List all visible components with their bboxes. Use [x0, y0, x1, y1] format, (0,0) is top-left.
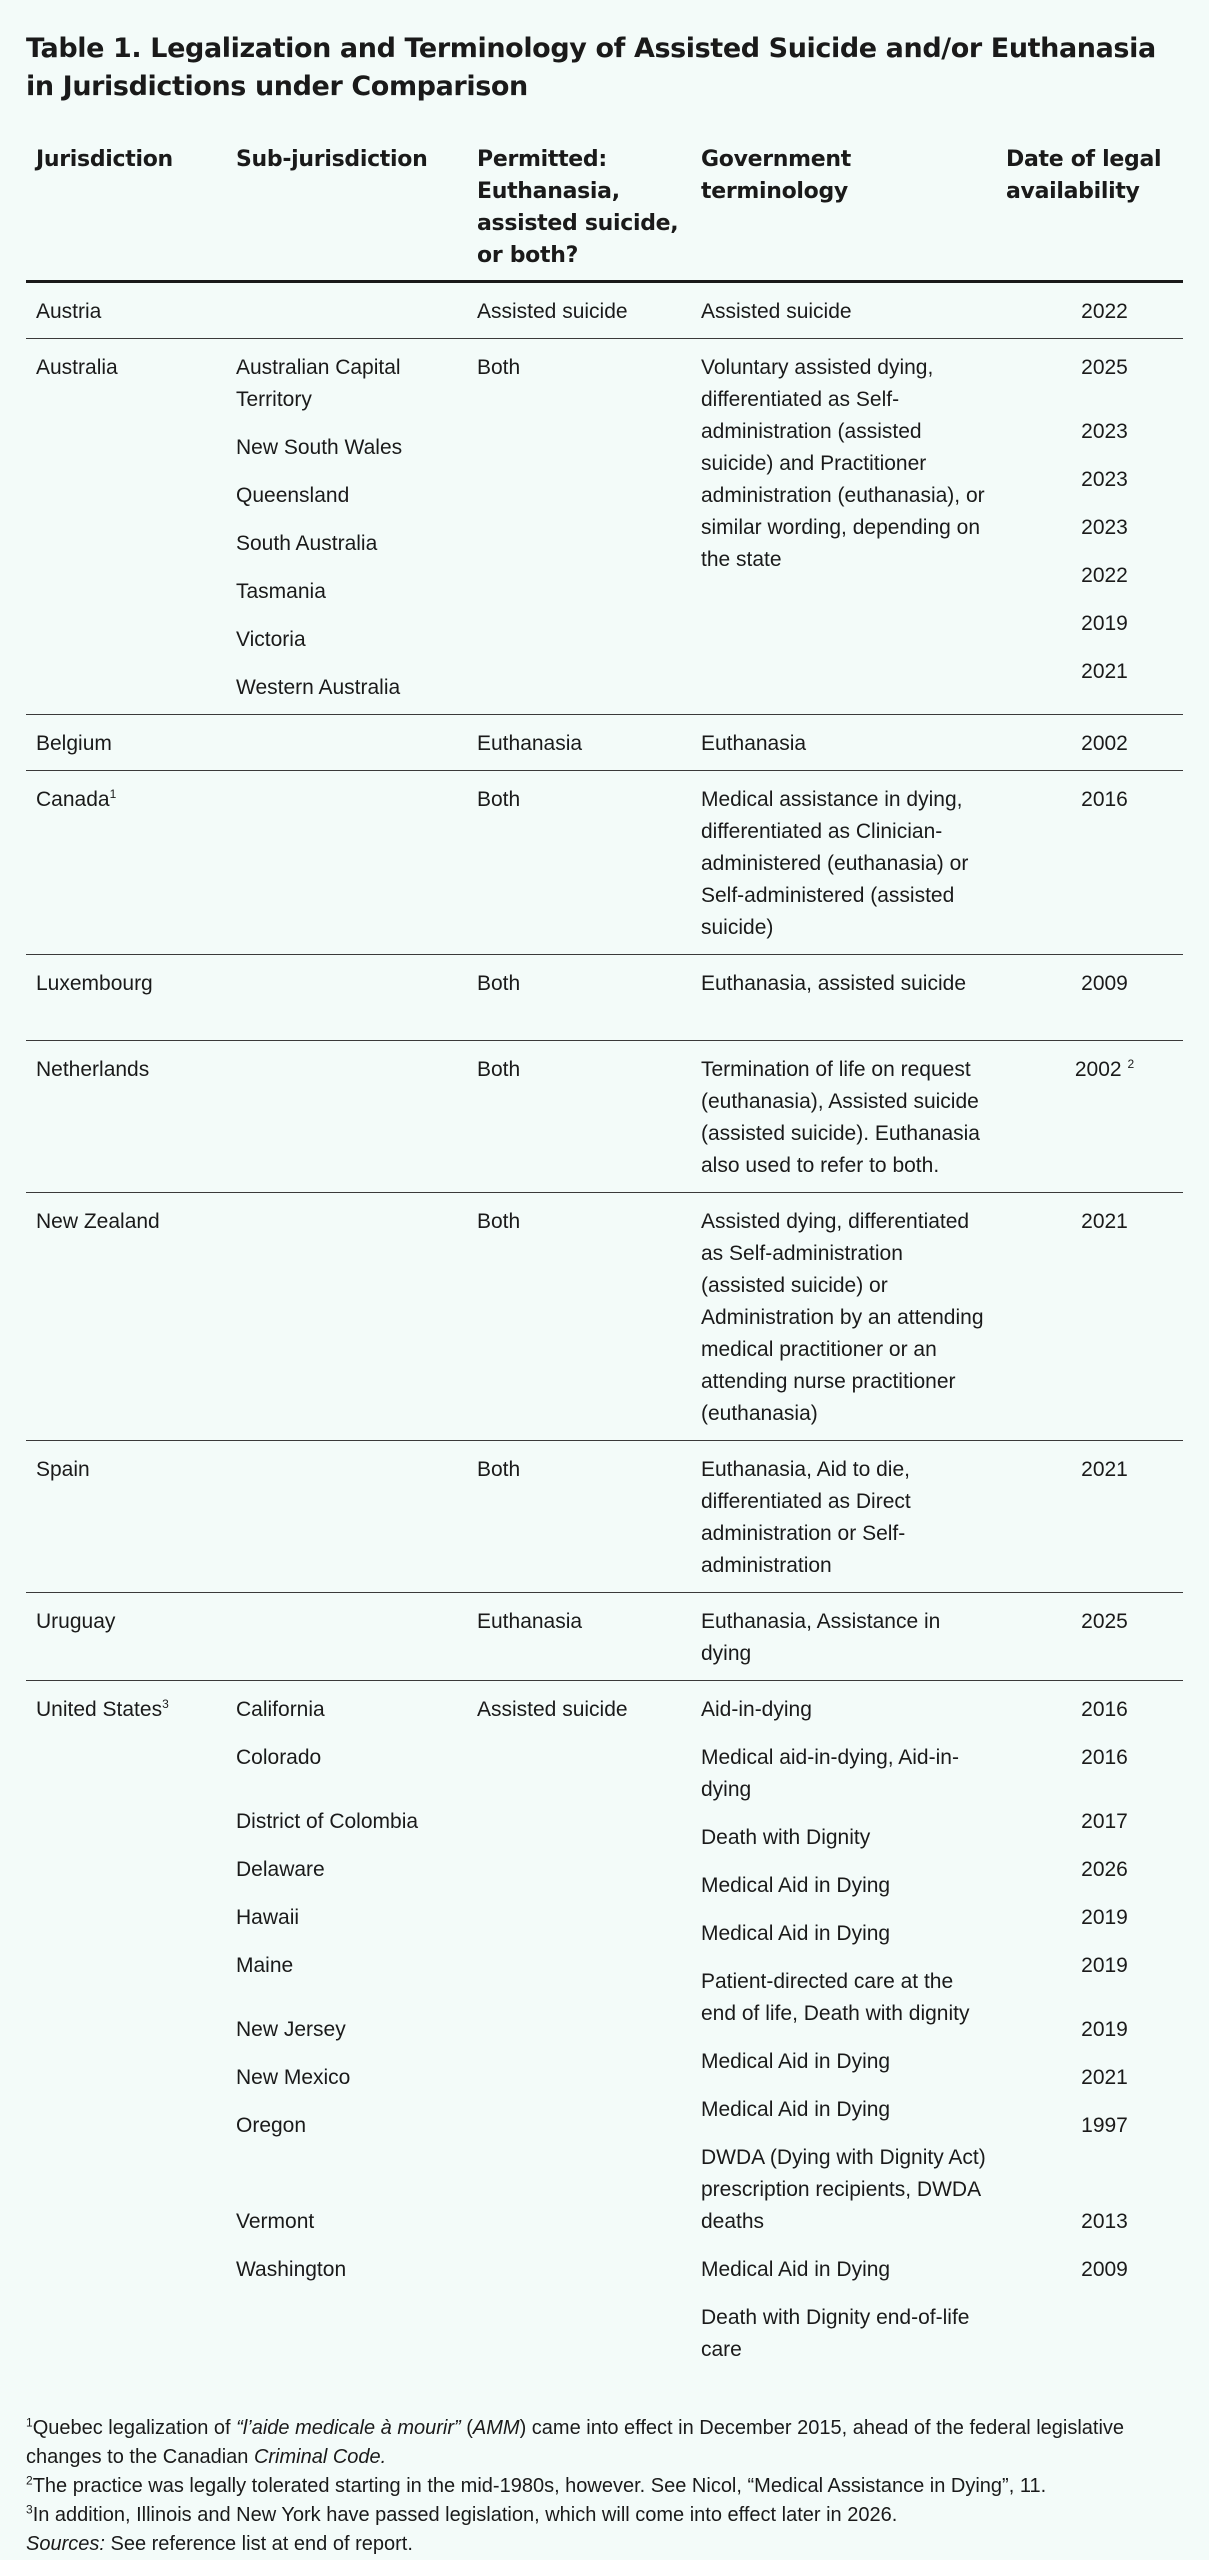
sub-jurisdiction-cell: [226, 784, 467, 944]
footnote-1: [26, 2414, 1183, 2472]
date-cell: [996, 352, 1183, 704]
terminology-item: Medical Aid in Dying: [701, 1874, 891, 1897]
date-cell: 2009: [1081, 972, 1128, 995]
sub-jurisdiction-cell: [226, 1454, 467, 1582]
jurisdiction-cell: [26, 784, 226, 944]
sub-jurisdiction-item: Colorado: [236, 1746, 322, 1769]
jurisdiction-name: United States: [36, 1698, 163, 1721]
jurisdiction-cell: Luxembourg: [36, 972, 153, 995]
sources-note: [26, 2530, 1183, 2559]
table-row: [26, 283, 1183, 339]
date-cell: [996, 1054, 1183, 1182]
footnote-italic: AMM: [472, 2417, 520, 2439]
sub-jurisdiction-item: Western Australia: [236, 676, 401, 699]
date-cell: 2021: [1081, 1210, 1128, 1233]
terminology-cell: [691, 1694, 996, 2366]
footnote-marker: 3: [26, 2502, 33, 2517]
jurisdiction-cell: Netherlands: [36, 1058, 150, 1081]
terminology-item: Medical Aid in Dying: [701, 2098, 891, 2121]
permitted-cell: Assisted suicide: [477, 300, 628, 323]
date-item: 2023: [1081, 516, 1128, 539]
sub-jurisdiction-item: Victoria: [236, 628, 306, 651]
sub-jurisdiction-item: Maine: [236, 1954, 294, 1977]
footnote-italic: “l’aide medicale à mourir”: [236, 2417, 461, 2439]
date-item: 2013: [1081, 2210, 1128, 2233]
header-terminology: Government terminology: [701, 147, 851, 204]
date-item: 2022: [1081, 564, 1128, 587]
sub-jurisdiction-item: Washington: [236, 2258, 347, 2281]
sub-jurisdiction-item: Queensland: [236, 484, 350, 507]
terminology-item: DWDA (Dying with Dignity Act) prescription recipients, DWDA deaths: [701, 2146, 986, 2233]
footnote-marker: 3: [162, 1697, 169, 1711]
header-sub-jurisdiction: Sub-jurisdiction: [236, 147, 428, 172]
permitted-cell: Both: [477, 1458, 521, 1481]
footnote-3: [26, 2501, 1183, 2530]
date-item: 2023: [1081, 420, 1128, 443]
header-jurisdiction: Jurisdiction: [36, 147, 173, 172]
sub-jurisdiction-item: South Australia: [236, 532, 378, 555]
date-item: 2025: [1081, 356, 1128, 379]
jurisdiction-name: Canada: [36, 788, 110, 811]
jurisdiction-cell: Australia: [36, 356, 118, 379]
sub-jurisdiction-cell: [226, 1694, 467, 2366]
sub-jurisdiction-cell: [226, 296, 467, 328]
data-table: [26, 144, 1183, 2376]
footnote-marker: 2: [1127, 1057, 1135, 1071]
terminology-cell: Voluntary assisted dying, differentiated as Self-administration (assisted suicide) and Practitioner administration (euthanasia), or similar wording, depending on the state: [701, 356, 985, 571]
terminology-item: Patient-directed care at the end of life, Death with dignity: [701, 1970, 970, 2025]
permitted-cell: Both: [477, 1058, 521, 1081]
date-cell: 2016: [1081, 788, 1128, 811]
table-row: [26, 715, 1183, 771]
sub-jurisdiction-item: District of Colombia: [236, 1810, 419, 1833]
footnote-text: ) came into effect in December 2015, ahead of the federal legislative changes to the Canadian: [26, 2417, 1125, 2468]
table-row: [26, 1681, 1183, 2376]
terminology-item: Medical Aid in Dying: [701, 1922, 891, 1945]
terminology-item: Medical Aid in Dying: [701, 2050, 891, 2073]
terminology-item: Aid-in-dying: [701, 1698, 812, 1721]
table-row: [26, 955, 1183, 1041]
table-title: Table 1. Legalization and Terminology of Assisted Suicide and/or Euthanasia in Jurisdictions under Comparison: [26, 33, 1156, 102]
date-item: 2019: [1081, 612, 1128, 635]
date-item: 2021: [1081, 2066, 1128, 2089]
sub-jurisdiction-cell: [226, 1606, 467, 1670]
sources-label: Sources:: [26, 2533, 105, 2555]
footnote-italic: Criminal Code.: [253, 2446, 387, 2468]
permitted-cell: Both: [477, 972, 521, 995]
footnote-text: (: [460, 2417, 473, 2439]
jurisdiction-cell: [26, 1694, 226, 2366]
permitted-cell: Euthanasia: [477, 732, 583, 755]
sub-jurisdiction-cell: [226, 968, 467, 1000]
table-row: [26, 1193, 1183, 1441]
terminology-item: Medical aid-in-dying, Aid-in-dying: [701, 1746, 959, 1801]
table-header-row: [26, 144, 1183, 283]
terminology-cell: Assisted dying, differentiated as Self-administration (assisted suicide) or Administration by an attending medical practitioner or an attending nurse practitioner (euthanasia): [701, 1210, 984, 1425]
terminology-cell: Termination of life on request (euthanasia), Assisted suicide (assisted suicide). Euthanasia also used to refer to both.: [701, 1058, 980, 1177]
date-item: 2019: [1081, 2018, 1128, 2041]
date-item: 2019: [1081, 1954, 1128, 1977]
sources-text: See reference list at end of report.: [104, 2533, 413, 2555]
header-date: Date of legal availability: [1006, 147, 1162, 204]
sub-jurisdiction-item: Delaware: [236, 1858, 325, 1881]
permitted-cell: Both: [477, 788, 521, 811]
date-item: 2017: [1081, 1810, 1128, 1833]
jurisdiction-cell: Belgium: [36, 732, 112, 755]
footnote-text: The practice was legally tolerated starting in the mid-1980s, however. See Nicol, “Medical Assistance in Dying”, 11.: [32, 2475, 1047, 2497]
table-row: [26, 339, 1183, 715]
sub-jurisdiction-item: New Mexico: [236, 2066, 351, 2089]
permitted-cell: Both: [477, 356, 521, 379]
date-item: 2019: [1081, 1906, 1128, 1929]
sub-jurisdiction-item: Hawaii: [236, 1906, 300, 1929]
header-permitted: Permitted: Euthanasia, assisted suicide, or both?: [477, 147, 679, 268]
jurisdiction-cell: New Zealand: [36, 1210, 160, 1233]
sub-jurisdiction-item: Oregon: [236, 2114, 307, 2137]
date-cell: 2022: [1081, 300, 1128, 323]
sub-jurisdiction-cell: [226, 1206, 467, 1430]
date-item: 2016: [1081, 1698, 1128, 1721]
footnote-2: [26, 2472, 1183, 2501]
date-item: 2016: [1081, 1746, 1128, 1769]
sub-jurisdiction-cell: [226, 352, 467, 704]
table-row: [26, 771, 1183, 955]
footnote-marker: 1: [26, 2415, 33, 2430]
jurisdiction-cell: Austria: [36, 300, 102, 323]
date-item: 2026: [1081, 1858, 1128, 1881]
terminology-item: Medical Aid in Dying: [701, 2258, 891, 2281]
date-item: 2021: [1081, 660, 1128, 683]
terminology-cell: Assisted suicide: [701, 300, 852, 323]
footnotes: [26, 2414, 1183, 2559]
date-item: 1997: [1081, 2114, 1128, 2137]
table-row: [26, 1041, 1183, 1193]
jurisdiction-cell: Uruguay: [36, 1610, 116, 1633]
sub-jurisdiction-cell: [226, 728, 467, 760]
terminology-cell: Medical assistance in dying, differentiated as Clinician-administered (euthanasia) or Self-administered (assisted suicide): [701, 788, 969, 939]
terminology-cell: Euthanasia: [701, 732, 807, 755]
date-item: 2009: [1081, 2258, 1128, 2281]
terminology-cell: Euthanasia, Assistance in dying: [701, 1610, 941, 1665]
footnote-marker: 2: [26, 2473, 33, 2488]
date-cell: 2025: [1081, 1610, 1128, 1633]
date-value: 2002: [1074, 1058, 1122, 1081]
footnote-text: Quebec legalization of: [32, 2417, 237, 2439]
date-item: 2023: [1081, 468, 1128, 491]
jurisdiction-cell: Spain: [36, 1458, 90, 1481]
sub-jurisdiction-item: Vermont: [236, 2210, 315, 2233]
table-row: [26, 1441, 1183, 1593]
sub-jurisdiction-item: New South Wales: [236, 436, 403, 459]
sub-jurisdiction-item: Australian Capital Territory: [236, 356, 401, 411]
table-row: [26, 1593, 1183, 1681]
date-cell: 2021: [1081, 1458, 1128, 1481]
terminology-cell: Euthanasia, assisted suicide: [701, 972, 966, 995]
sub-jurisdiction-item: Tasmania: [236, 580, 326, 603]
terminology-item: Death with Dignity end-of-life care: [701, 2306, 970, 2361]
permitted-cell: Both: [477, 1210, 521, 1233]
terminology-cell: Euthanasia, Aid to die, differentiated as Direct administration or Self-administration: [701, 1458, 911, 1577]
sub-jurisdiction-cell: [226, 1054, 467, 1182]
footnote-marker: 1: [109, 787, 117, 801]
date-cell: 2002: [1081, 732, 1128, 755]
sub-jurisdiction-item: California: [236, 1698, 325, 1721]
footnote-text: In addition, Illinois and New York have passed legislation, which will come into effect later in 2026.: [32, 2504, 898, 2526]
date-cell: [996, 1694, 1183, 2366]
terminology-item: Death with Dignity: [701, 1826, 871, 1849]
sub-jurisdiction-item: New Jersey: [236, 2018, 346, 2041]
permitted-cell: Assisted suicide: [477, 1698, 628, 1721]
permitted-cell: Euthanasia: [477, 1610, 583, 1633]
